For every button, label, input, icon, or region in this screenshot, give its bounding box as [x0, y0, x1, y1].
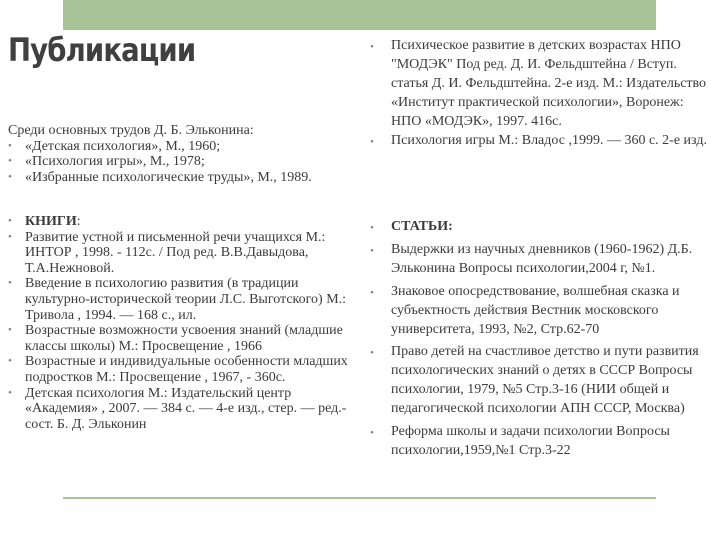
bullet-icon: •: [370, 427, 374, 440]
bullet-icon: •: [8, 155, 12, 168]
bullet-icon: •: [370, 41, 374, 53]
list-item: • Психология игры М.: Владос ,1999. — 360 с. 2-е изд.: [370, 132, 714, 151]
books-list: [8, 214, 360, 432]
list-item: • Возрастные возможности усвоения знаний (младшие классы школы) М.: Просвещение , 1966: [8, 323, 343, 354]
right-books-list: [370, 37, 714, 150]
right-books-section: [370, 37, 714, 150]
bullet-icon: •: [370, 286, 374, 299]
page-title: Публикации: [8, 31, 196, 69]
list-item: • Введение в психологию развития (в традиции культурно-исторической теории Л.С. Выготского) М.: Тривола , 1994. — 168 с., ил.: [8, 276, 347, 323]
bullet-icon: •: [8, 230, 12, 243]
main-works-section: [8, 123, 360, 185]
bullet-icon: •: [8, 355, 12, 368]
books-section: [8, 214, 360, 432]
bottom-accent-line: [63, 497, 656, 499]
list-item: • Выдержки из научных дневников (1960-1962) Д.Б. Эльконина Вопросы психологии,2004 г, №1.: [370, 241, 693, 276]
list-item: • Знаковое опосредствование, волшебная сказка и субъектность действия Вестник московского университета, 1993, №2, Стр.62-70: [370, 283, 680, 337]
list-item: • «Психология игры», М., 1978;: [8, 154, 205, 170]
list-item: • Детская психология М.: Издательский центр «Академия» , 2007. — 384 с. — 4-е изд., стер. — ред.-сост. Б. Д. Эльконин: [8, 385, 347, 432]
list-item: • «Избранные психологические труды», М., 1989.: [8, 169, 312, 185]
bullet-icon: •: [8, 324, 12, 337]
list-item: • Возрастные и индивидуальные особенности младших подростков М.: Просвещение , 1967, - 360с.: [8, 354, 348, 385]
bullet-icon: •: [370, 244, 374, 257]
articles-heading: • СТАТЬИ:: [370, 218, 714, 237]
list-item: • «Детская психология», М., 1960;: [8, 138, 221, 154]
list-item: • Право детей на счастливое детство и пути развития психологических знаний о детях в СССР Вопросы психологии, 1979, №5 Стр.3-16 (НИИ общей и педагогической психологии АПН СССР, Москва): [370, 344, 699, 417]
top-accent-bar: [63, 0, 656, 30]
books-heading: • КНИГИ:: [8, 214, 81, 229]
bullet-icon: •: [370, 222, 374, 234]
list-item: • Реформа школы и задачи психологии Вопросы психологии,1959,№1 Стр.3-22: [370, 424, 670, 458]
main-works-list: [8, 139, 360, 186]
bullet-icon: •: [8, 215, 12, 227]
articles-section: [370, 218, 714, 461]
bullet-icon: •: [8, 277, 12, 290]
bullet-icon: •: [370, 347, 374, 360]
list-item: • Развитие устной и письменной речи учащихся М.: ИНТОР , 1998. - 112с. / Под ред. В.В.Давыдова, Т.А.Нежновой.: [8, 229, 326, 276]
articles-list: [370, 218, 714, 461]
bullet-icon: •: [370, 135, 374, 148]
bullet-icon: •: [8, 170, 12, 183]
bullet-icon: •: [8, 386, 12, 399]
list-item: • Психическое развитие в детских возрастах НПО "МОДЭК" Под ред. Д. И. Фельдштейна / Вступ. статья Д. И. Фельдштейна. 2-е изд. М.: Издательство «Институт практической психологии», Воронеж: НПО «МОДЭК», 1997. 416с.: [370, 38, 707, 129]
bullet-icon: •: [8, 139, 12, 152]
main-works-heading: Среди основных трудов Д. Б. Эльконина:: [8, 123, 254, 138]
